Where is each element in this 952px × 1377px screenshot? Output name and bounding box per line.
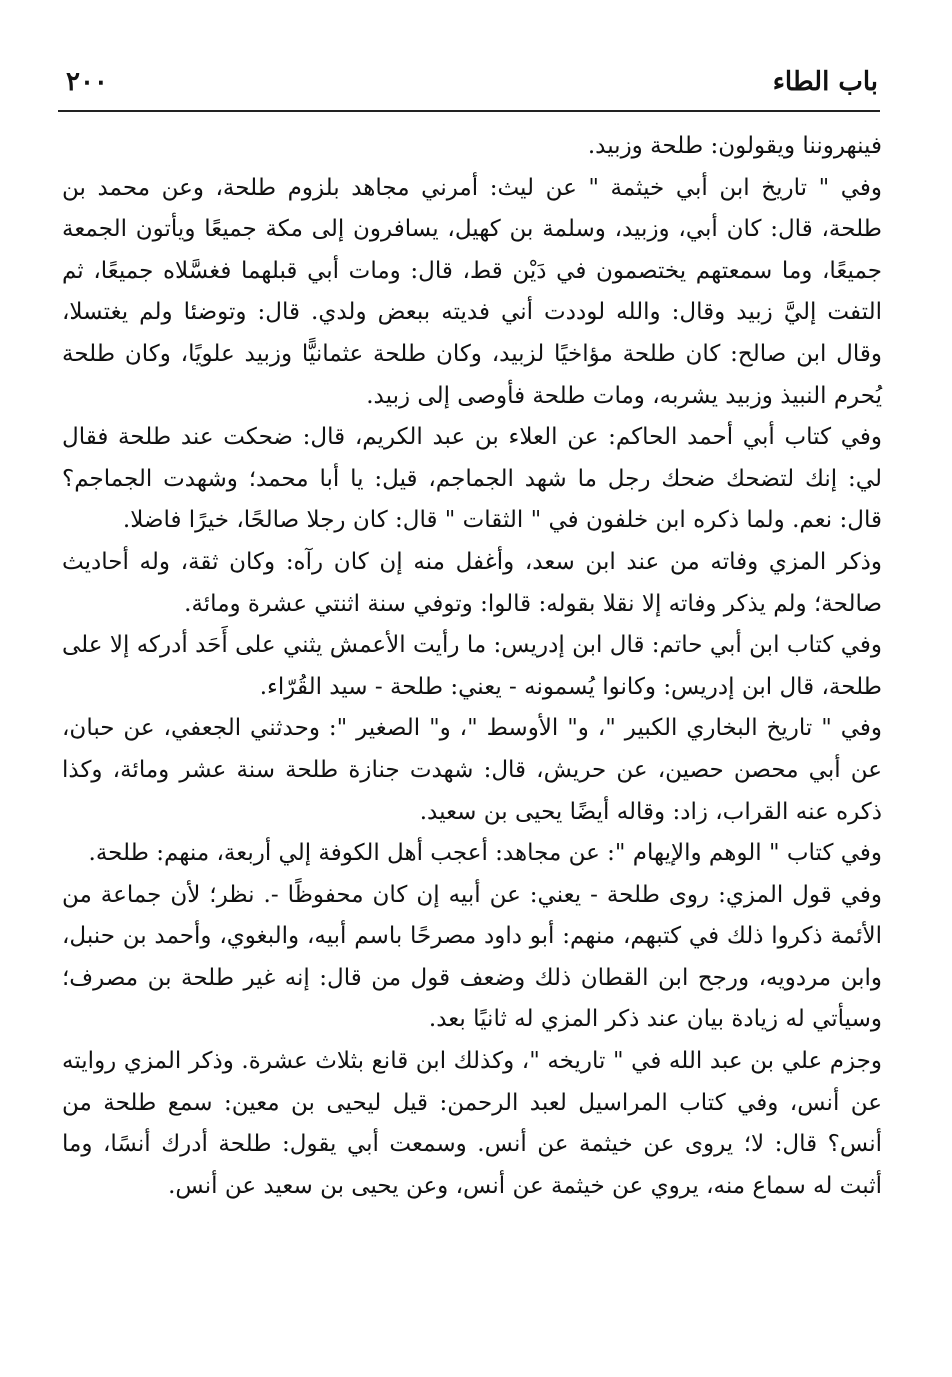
page-body [62, 126, 882, 1207]
paragraph: وفي " تاريخ ابن أبي خيثمة " عن ليث: أمرني مجاهد بلزوم طلحة، وعن محمد بن طلحة، قال: كان أبي، وزبيد، وسلمة بن كهيل، يسافرون إلى مكة جميعًا ويأتون الجمعة جميعًا، وما سمعتهم يختصمون في دَيْن قط، قال: ومات أبي قبلهما فغسَّلاه جميعًا، ثم التفت إليَّ زبيد وقال: والله لوددت أني فديته ببعض ولدي. قال: وتوضئا ولم يغتسلا، وقال ابن صالح: كان طلحة مؤاخيًا لزبيد، وكان طلحة عثمانيًّا وزبيد علويًا، وكان طلحة يُحرم النبيذ وزبيد يشربه، ومات طلحة فأوصى إلى زبيد. [62, 174, 882, 409]
paragraph: وفي كتاب أبي أحمد الحاكم: عن العلاء بن عبد الكريم، قال: ضحكت عند طلحة فقال لي: إنك لتضحك ضحك رجل ما شهد الجماجم، قيل: يا أبا محمد؛ وشهدت الجماجم؟ قال: نعم. ولما ذكره ابن خلفون في " الثقات " قال: كان رجلا صالحًا، خيرًا فاضلا. [62, 424, 882, 534]
paragraph: فينهروننا ويقولون: طلحة وزبيد. [587, 133, 882, 159]
paragraph: وجزم علي بن عبد الله في " تاريخه "، وكذلك ابن قانع بثلاث عشرة. وذكر المزي روايته عن أنس، وفي كتاب المراسيل لعبد الرحمن: قيل ليحيى بن معين: سمع طلحة من أنس؟ قال: لا؛ يروى عن خيثمة عن أنس. وسمعت أبي يقول: طلحة أدرك أنسًا، وما أثبت له سماع منه، يروي عن خيثمة عن أنس، وعن يحيى بن سعيد عن أنس. [62, 1048, 882, 1199]
paragraph: وذكر المزي وفاته من عند ابن سعد، وأغفل منه إن كان رآه: وكان ثقة، وله أحاديث صالحة؛ ولم يذكر وفاته إلا نقلا بقوله: قالوا: وتوفي سنة اثنتي عشرة ومائة. [62, 548, 882, 617]
paragraph: وفي قول المزي: روى طلحة - يعني: عن أبيه إن كان محفوظًا -. نظر؛ لأن جماعة من الأئمة ذكروا ذلك في كتبهم، منهم: أبو داود مصرحًا باسم أبيه، والبغوي، وأحمد بن حنبل، وابن مردويه، ورجح ابن القطان ذلك وضعف قول من قال: إنه غير طلحة بن مصرف؛ وسيأتي له زيادة بيان عند ذكر المزي له ثانيًا بعد. [62, 881, 882, 1033]
paragraph: وفي كتاب " الوهم والإيهام ": عن مجاهد: أعجب أهل الكوفة إلي أربعة، منهم: طلحة. [88, 840, 882, 867]
chapter-title: باب الطاء [772, 67, 878, 97]
page-header [66, 66, 878, 106]
header-divider [58, 110, 880, 112]
paragraph: وفي كتاب ابن أبي حاتم: قال ابن إدريس: ما رأيت الأعمش يثني على أَحَد أدركه إلا على طلحة، قال ابن إدريس: وكانوا يُسمونه - يعني: طلحة - سيد القُرّاء. [62, 632, 882, 700]
paragraph: وفي " تاريخ البخاري الكبير "، و" الأوسط "، و" الصغير ": وحدثني الجعفي، عن حبان، عن أبي محصن حصين، عن حريش، قال: شهدت جنازة طلحة سنة عشر ومائة، وكذا ذكره عنه القراب، زاد: وقاله أيضًا يحيى بن سعيد. [62, 715, 882, 825]
page-number: ٢٠٠ [66, 67, 108, 97]
